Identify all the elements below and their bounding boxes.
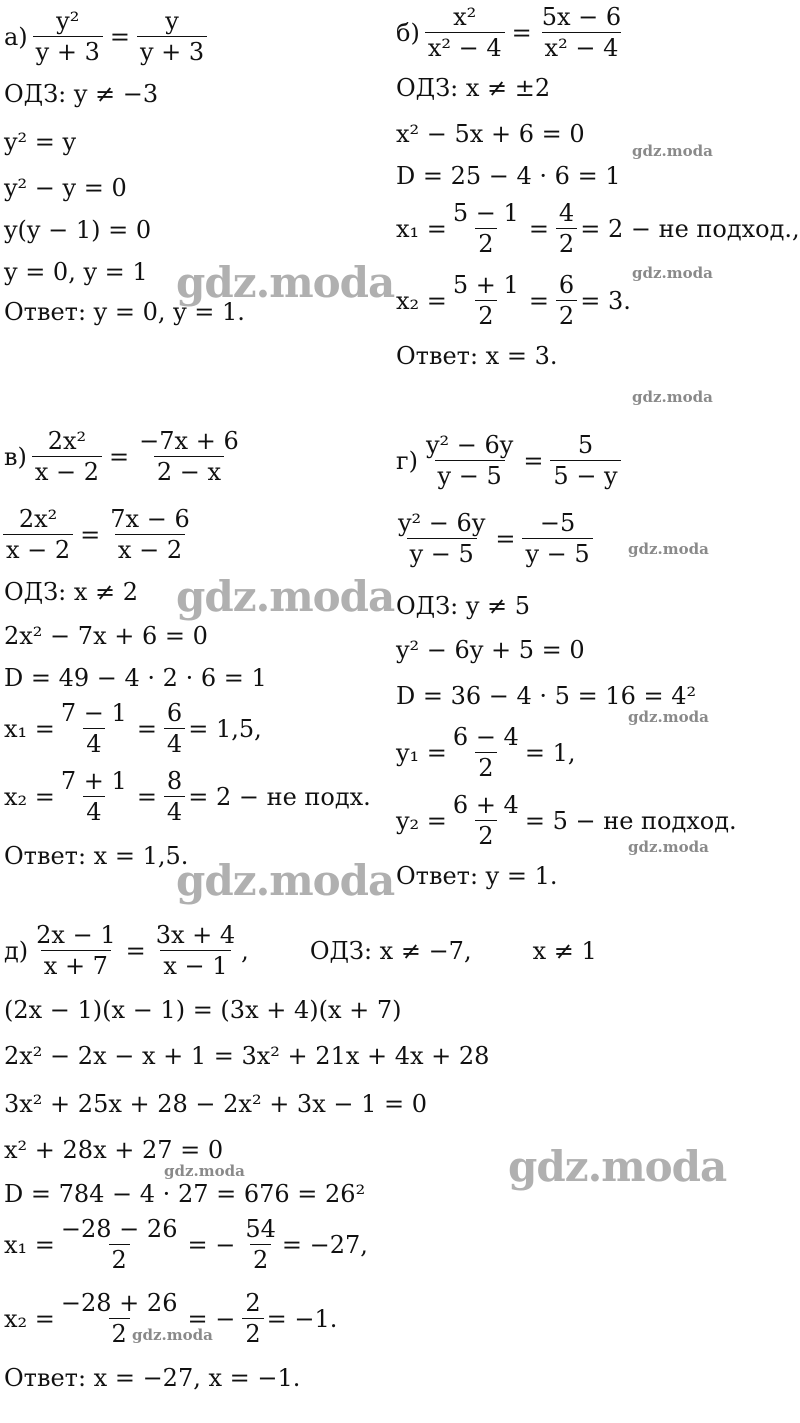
odz-line: ОДЗ: x ≠ ±2 <box>396 74 551 102</box>
root-line: x₂ = $\frac{7 + 1}{4}$ = $\frac{8}{4}$ = 2 − не подх. <box>4 767 371 826</box>
watermark: gdz.moda <box>632 264 713 282</box>
fraction: $\frac{\text{2x²}}{x - 2}$ <box>3 506 73 563</box>
fraction: $\frac{\text{y²}}{y + 3}$ <box>33 8 103 65</box>
watermark: gdz.moda <box>628 540 709 558</box>
root-line: x₁ = $\frac{5 - 1}{2}$ = $\frac{4}{2}$ = 2 − не подход., <box>396 199 800 258</box>
math-line: y(y − 1) = 0 <box>4 216 152 244</box>
root-line: x₁ = $\frac{7 - 1}{4}$ = $\frac{6}{4}$ = 1,5, <box>4 699 262 758</box>
fraction: $\frac{-7x + 6}{2 - x}$ <box>139 427 239 486</box>
fraction: $\frac{-5}{y - 5}$ <box>522 510 592 567</box>
problem-label: в) <box>4 442 27 471</box>
fraction: $\frac{\text{y² − 6y}}{y - 5}$ <box>398 509 486 568</box>
root-line: x₂ = $\frac{5 + 1}{2}$ = $\frac{6}{2}$ = 3. <box>396 271 631 330</box>
answer-line: Ответ: x = 3. <box>396 342 558 370</box>
watermark: gdz.moda <box>176 572 395 621</box>
fraction: $\frac{4}{2}$ <box>556 200 577 257</box>
fraction: $\frac{-28 + 26}{2}$ <box>60 1289 178 1348</box>
fraction: $\frac{7 - 1}{4}$ <box>60 699 127 758</box>
math-line: y² − y = 0 <box>4 174 127 202</box>
watermark: gdz.moda <box>628 708 709 726</box>
fraction: $\frac{5 - 1}{2}$ <box>452 199 519 258</box>
answer-line: Ответ: y = 0, y = 1. <box>4 298 245 326</box>
watermark: gdz.moda <box>508 1142 727 1191</box>
problem-label: а) <box>4 22 28 51</box>
odz-line: ОДЗ: y ≠ 5 <box>396 592 531 620</box>
answer-line: Ответ: y = 1. <box>396 862 558 890</box>
math-line: (2x − 1)(x − 1) = (3x + 4)(x + 7) <box>4 996 402 1024</box>
fraction: $\frac{8}{4}$ <box>164 768 185 825</box>
math-line: 2x² − 7x + 6 = 0 <box>4 622 208 650</box>
watermark: gdz.moda <box>628 838 709 856</box>
odz-line: ОДЗ: y ≠ −3 <box>4 80 159 108</box>
math-line: y² = y <box>4 128 77 156</box>
fraction: $\frac{2x - 1}{x + 7}$ <box>36 921 116 980</box>
problem-d-equation: д) $\frac{2x - 1}{x + 7}$ = $\frac{3x + 4}{x - 1}$ , ОДЗ: x ≠ −7, x ≠ 1 <box>4 921 597 980</box>
math-line: D = 784 − 4 · 27 = 676 = 26² <box>4 1180 366 1208</box>
math-line: x² − 5x + 6 = 0 <box>396 120 585 148</box>
math-line: y² − 6y + 5 = 0 <box>396 636 585 664</box>
fraction: $\frac{y}{y + 3}$ <box>137 8 207 65</box>
math-line: x² + 28x + 27 = 0 <box>4 1136 224 1164</box>
math-line: D = 25 − 4 · 6 = 1 <box>396 162 621 190</box>
fraction: $\frac{5x - 6}{\text{x² − 4}}$ <box>541 3 622 62</box>
watermark: gdz.moda <box>176 856 395 905</box>
fraction: $\frac{6 + 4}{2}$ <box>452 791 519 850</box>
root-line: y₁ = $\frac{6 - 4}{2}$ = 1, <box>396 723 576 782</box>
watermark: gdz.moda <box>132 1326 213 1344</box>
watermark: gdz.moda <box>632 388 713 406</box>
problem-a-equation: а) $\frac{\text{y²}}{y + 3}$ = $\frac{y}{y + 3}$ <box>4 8 210 65</box>
fraction: $\frac{54}{2}$ <box>245 1215 276 1274</box>
fraction: $\frac{7x - 6}{x - 2}$ <box>110 505 190 564</box>
odz-line: , ОДЗ: x ≠ −7, x ≠ 1 <box>241 936 597 965</box>
math-line: D = 49 − 4 · 2 · 6 = 1 <box>4 664 267 692</box>
fraction: $\frac{5 + 1}{2}$ <box>452 271 519 330</box>
root-line: x₂ = $\frac{-28 + 26}{2}$ = − $\frac{2}{2}$ = −1. <box>4 1289 338 1348</box>
problem-g-equation: г) $\frac{\text{y² − 6y}}{y - 5}$ = $\frac{5}{5 - y}$ <box>396 432 624 489</box>
fraction: $\frac{-28 - 26}{2}$ <box>60 1215 178 1274</box>
math-line: y = 0, y = 1 <box>4 258 148 286</box>
fraction: $\frac{5}{5 - y}$ <box>550 432 620 489</box>
math-line: D = 36 − 4 · 5 = 16 = 4² <box>396 682 697 710</box>
fraction: $\frac{6}{2}$ <box>556 272 577 329</box>
fraction: $\frac{\text{x²}}{\text{x² − 4}}$ <box>425 4 505 61</box>
fraction: $\frac{2}{2}$ <box>242 1290 263 1347</box>
fraction: $\frac{\text{y² − 6y}}{y - 5}$ <box>425 431 514 490</box>
fraction: $\frac{6}{4}$ <box>164 700 185 757</box>
fraction: $\frac{7 + 1}{4}$ <box>60 767 127 826</box>
answer-line: Ответ: x = −27, x = −1. <box>4 1364 301 1392</box>
root-line: x₁ = $\frac{-28 - 26}{2}$ = − $\frac{54}{2}$ = −27, <box>4 1215 368 1274</box>
problem-label: г) <box>396 446 418 475</box>
math-line: $\frac{\text{y² − 6y}}{y - 5}$ = $\frac{-5}{y - 5}$ <box>392 510 596 567</box>
fraction: $\frac{6 - 4}{2}$ <box>452 723 519 782</box>
problem-label: д) <box>4 936 29 965</box>
math-line: 2x² − 2x − x + 1 = 3x² + 21x + 4x + 28 <box>4 1042 490 1070</box>
math-line: 3x² + 25x + 28 − 2x² + 3x − 1 = 0 <box>4 1090 428 1118</box>
problem-label: б) <box>396 18 420 47</box>
fraction: $\frac{\text{2x²}}{x - 2}$ <box>32 428 102 485</box>
problem-v-equation: в) $\frac{\text{2x²}}{x - 2}$ = $\frac{-7x + 6}{2 - x}$ <box>4 428 245 485</box>
problem-b-equation: б) $\frac{\text{x²}}{\text{x² − 4}}$ = $\frac{5x - 6}{\text{x² − 4}}$ <box>396 4 627 61</box>
fraction: $\frac{3x + 4}{x - 1}$ <box>155 921 236 980</box>
odz-line: ОДЗ: x ≠ 2 <box>4 578 139 606</box>
root-line: y₂ = $\frac{6 + 4}{2}$ = 5 − не подход. <box>396 791 737 850</box>
math-line: $\frac{\text{2x²}}{x - 2}$ = $\frac{7x - 6}{x - 2}$ <box>0 506 196 563</box>
answer-line: Ответ: x = 1,5. <box>4 842 189 870</box>
watermark: gdz.moda <box>164 1162 245 1180</box>
watermark: gdz.moda <box>632 142 713 160</box>
watermark: gdz.moda <box>176 258 395 307</box>
